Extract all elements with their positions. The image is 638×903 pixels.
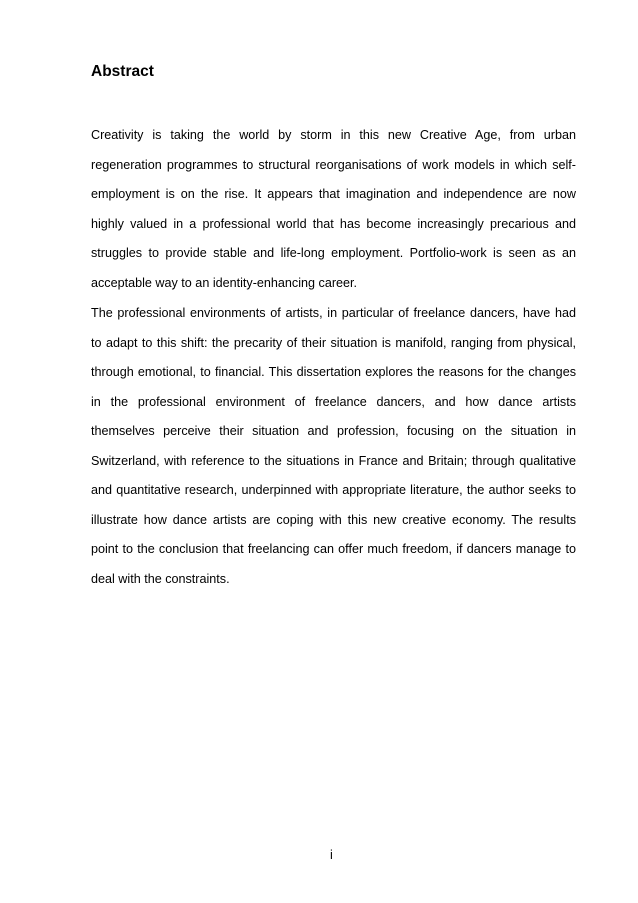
abstract-heading: Abstract [91, 63, 154, 80]
abstract-paragraph-2: The professional environments of artists, in particular of freelance dancers, have had to adapt to this shift: the precarity of their situation is manifold, ranging from physical, through emotional, to financial. This dissertation explores the reasons for the changes in the professional environment of freelance dancers, and how dance artists themselves perceive their situation and profession, focusing on the situation in Switzerland, with reference to the situations in France and Britain; through qualitative and quantitative research, underpinned with appropriate literature, the author seeks to illustrate how dance artists are coping with this new creative economy. The results point to the conclusion that freelancing can offer much freedom, if dancers manage to deal with the constraints. [91, 306, 576, 586]
abstract-paragraph-1: Creativity is taking the world by storm in this new Creative Age, from urban regeneration programmes to structural reorganisations of work models in which self-employment is on the rise. It appears that imagination and independence are now highly valued in a professional world that has become increasingly precarious and struggles to provide stable and life-long employment. Portfolio-work is seen as an acceptable way to an identity-enhancing career. [91, 128, 576, 290]
page-number: i [330, 848, 333, 862]
